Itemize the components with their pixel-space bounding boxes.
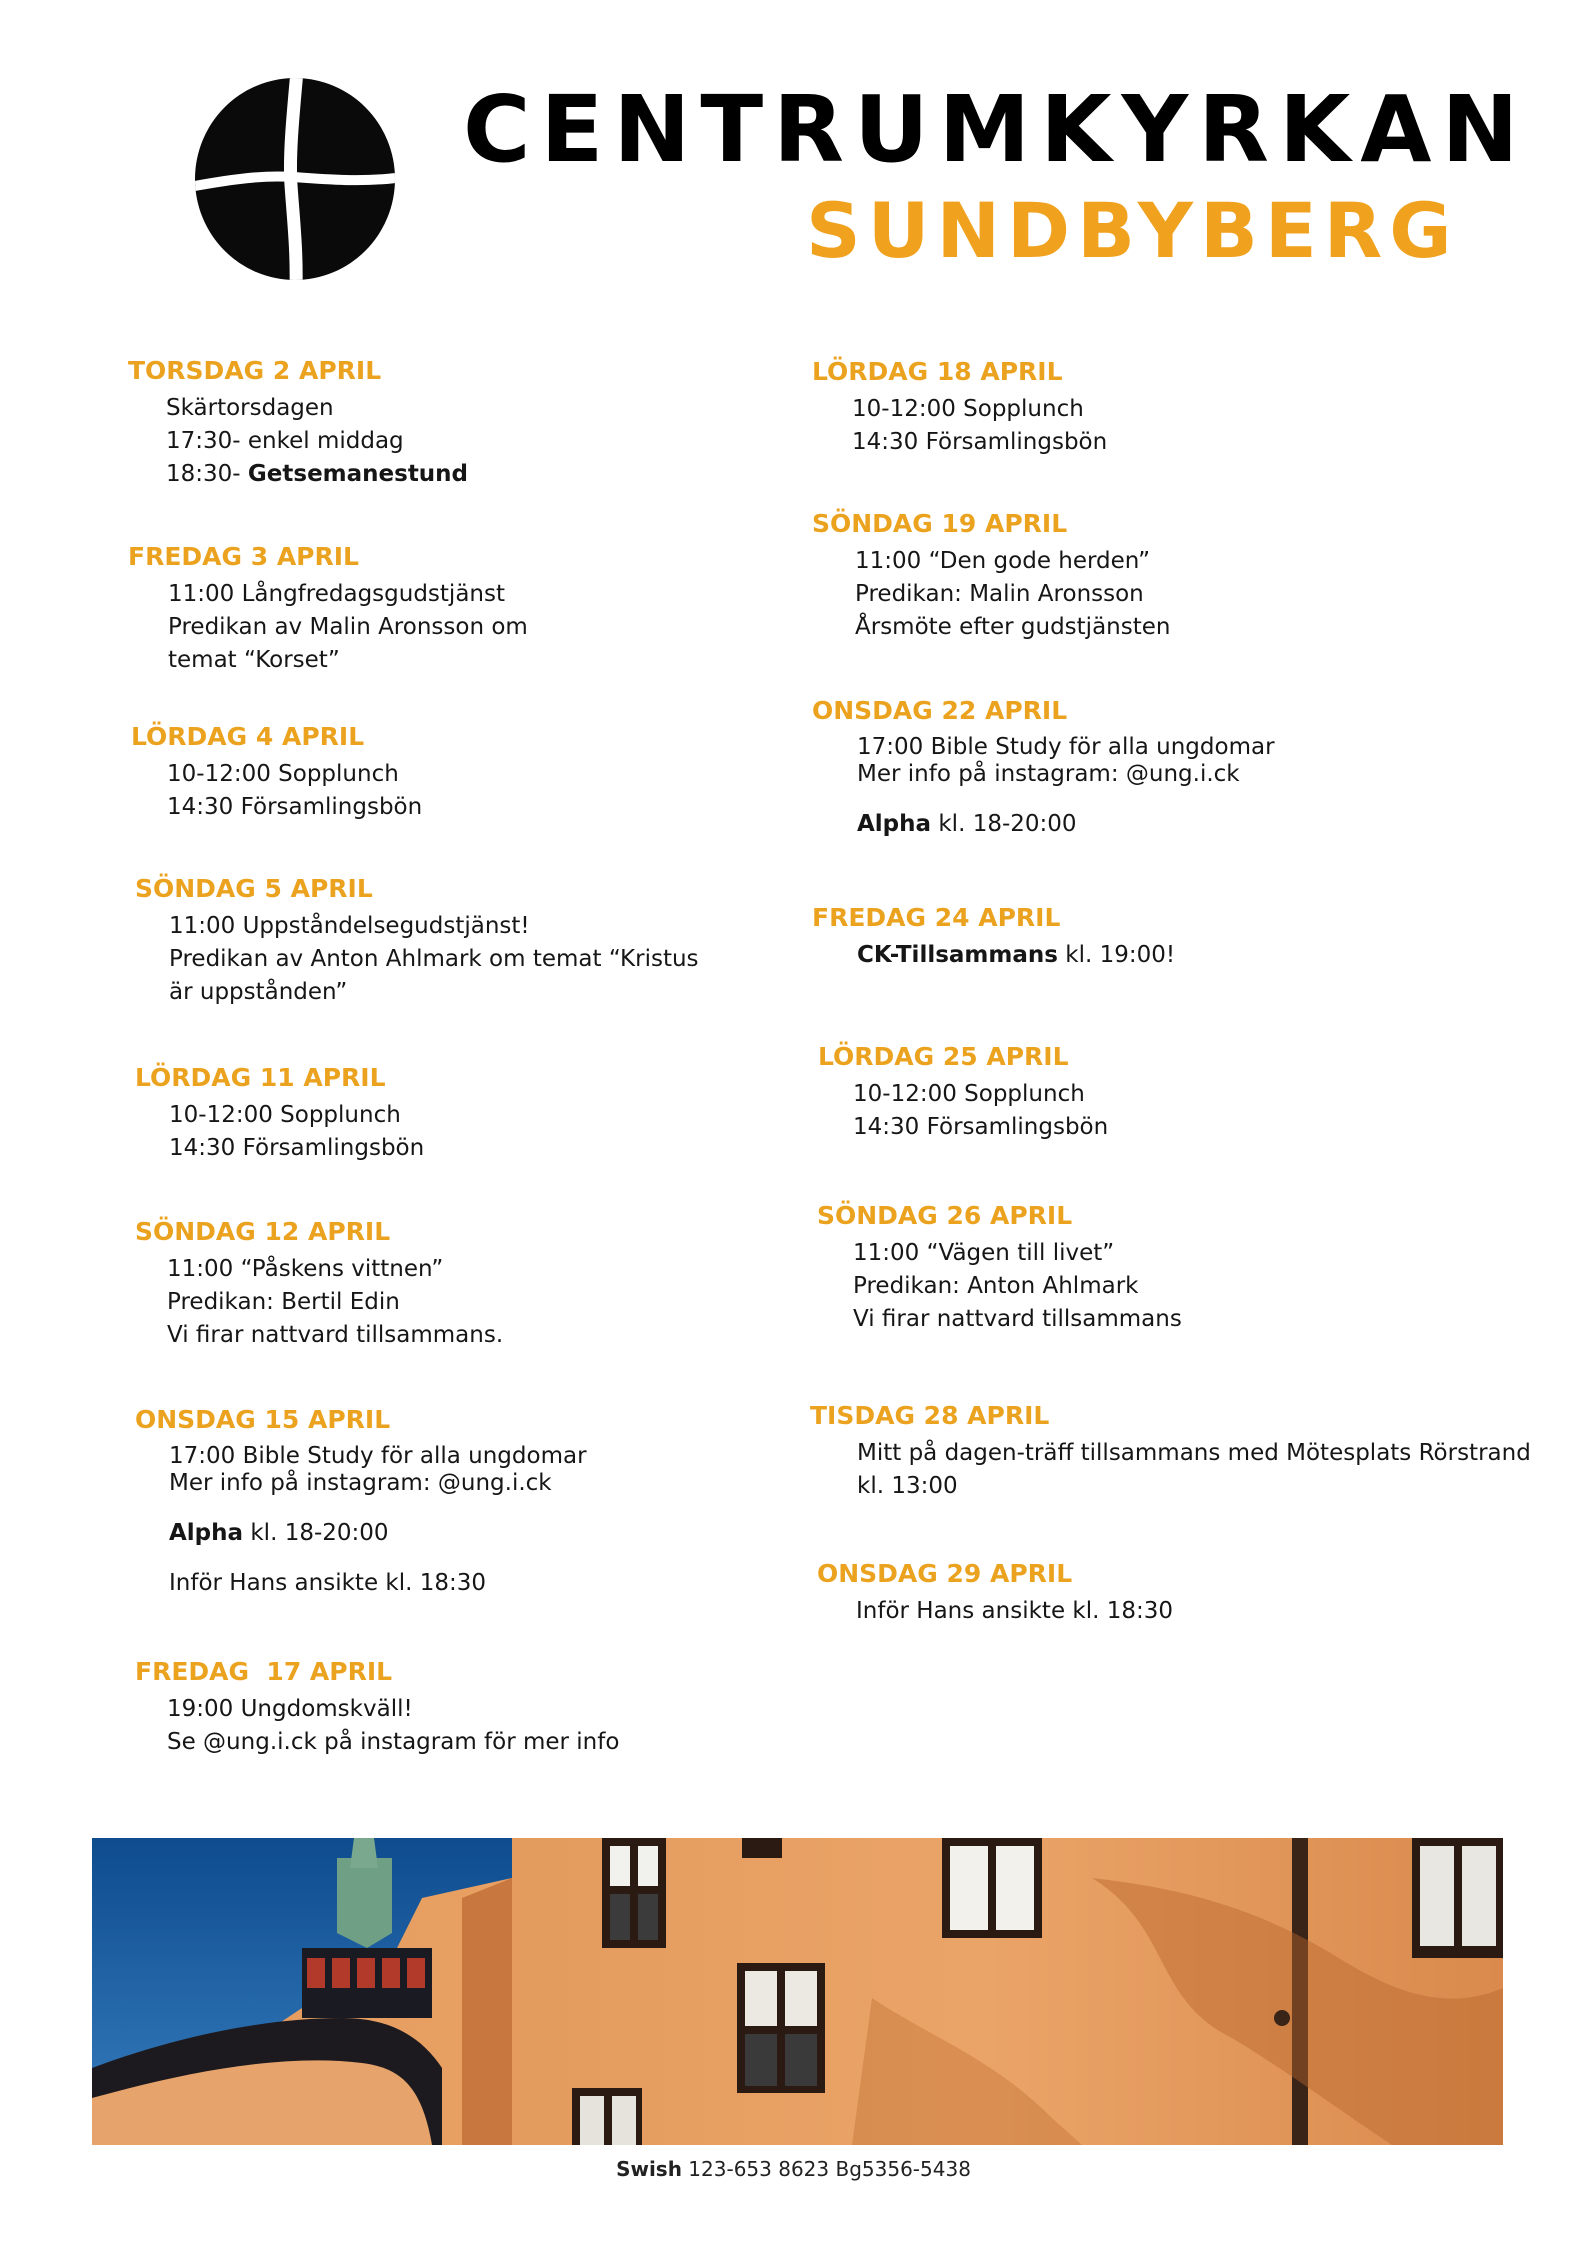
event-tisdag-28-april xyxy=(810,1395,1531,1503)
event-onsdag-22-april xyxy=(812,690,1512,841)
event-date-heading: ONSDAG 22 APRIL xyxy=(812,696,1068,725)
event-line: Predikan av Malin Aronsson om xyxy=(168,614,528,640)
event-line: temat “Korset” xyxy=(168,647,340,673)
event-line: Inför Hans ansikte kl. 18:30 xyxy=(856,1598,1174,1624)
event-fredag-17-april xyxy=(135,1651,835,1759)
event-date-heading: SÖNDAG 26 APRIL xyxy=(817,1201,1073,1230)
event-lordag-25-april xyxy=(818,1036,1518,1144)
event-line: Predikan: Anton Ahlmark xyxy=(853,1273,1139,1299)
event-sondag-19-april xyxy=(812,503,1512,644)
event-fredag-24-april xyxy=(812,897,1512,972)
event-onsdag-29-april xyxy=(817,1553,1517,1628)
event-line xyxy=(169,1517,835,1550)
event-sondag-12-april xyxy=(135,1211,835,1352)
event-line: Vi firar nattvard tillsammans xyxy=(853,1306,1182,1332)
event-date-heading: SÖNDAG 12 APRIL xyxy=(135,1217,391,1246)
event-line: Predikan av Anton Ahlmark om temat “Kristus xyxy=(169,946,699,972)
event-line: 17:00 Bible Study för alla ungdomar xyxy=(169,1443,587,1469)
event-date-heading: LÖRDAG 25 APRIL xyxy=(818,1042,1069,1071)
church-name-title: CENTRUMKYRKAN xyxy=(463,76,1529,183)
event-line: Skärtorsdagen xyxy=(166,395,334,421)
event-line: 14:30 Församlingsbön xyxy=(853,1114,1109,1140)
event-line: 14:30 Församlingsbön xyxy=(852,429,1108,455)
event-line: 10-12:00 Sopplunch xyxy=(167,761,399,787)
event-date-heading: LÖRDAG 18 APRIL xyxy=(812,357,1063,386)
event-date-heading: LÖRDAG 4 APRIL xyxy=(131,722,365,751)
event-line: 10-12:00 Sopplunch xyxy=(853,1081,1085,1107)
event-line-text: kl. 19:00! xyxy=(1057,942,1176,968)
event-line: 11:00 “Påskens vittnen” xyxy=(167,1256,444,1282)
event-line-text: kl. 18-20:00 xyxy=(931,811,1077,837)
event-date-heading: SÖNDAG 19 APRIL xyxy=(812,509,1068,538)
event-line-text: kl. 18-20:00 xyxy=(243,1520,389,1546)
event-lordag-18-april xyxy=(812,351,1512,459)
event-line-bold: Mer info på instagram: @ung.i.ck xyxy=(857,761,1240,787)
event-date-heading: TORSDAG 2 APRIL xyxy=(128,356,382,385)
event-line: 19:00 Ungdomskväll! xyxy=(167,1696,413,1722)
event-date-heading: SÖNDAG 5 APRIL xyxy=(135,874,373,903)
event-line-text: 18:30- xyxy=(166,461,248,487)
event-line-bold: Alpha xyxy=(857,811,932,837)
event-fredag-3-april xyxy=(128,536,828,677)
event-date-heading: FREDAG 17 APRIL xyxy=(135,1657,393,1686)
event-line-bold: Mer info på instagram: @ung.i.ck xyxy=(169,1470,552,1496)
event-lordag-11-april xyxy=(135,1057,835,1165)
event-line xyxy=(166,458,828,491)
event-line: 10-12:00 Sopplunch xyxy=(169,1102,401,1128)
event-line: Se @ung.i.ck på instagram för mer info xyxy=(167,1729,620,1755)
event-torsdag-2-april xyxy=(128,350,828,491)
event-line xyxy=(857,939,1512,972)
event-line: 11:00 Uppståndelsegudstjänst! xyxy=(169,913,530,939)
church-location-title: SUNDBYBERG xyxy=(806,186,1459,275)
event-line: 17:30- enkel middag xyxy=(166,428,404,454)
event-line-bold: Getsemanestund xyxy=(247,461,469,487)
event-line: är uppstånden” xyxy=(169,979,348,1005)
event-line: 11:00 “Vägen till livet” xyxy=(853,1240,1115,1266)
payment-footer xyxy=(0,2154,1587,2184)
event-line: 17:00 Bible Study för alla ungdomar xyxy=(857,734,1275,760)
event-line xyxy=(857,808,1512,841)
church-building-photo xyxy=(92,1838,1503,2145)
event-line: kl. 13:00 xyxy=(857,1473,958,1499)
event-lordag-4-april xyxy=(131,716,831,824)
event-line: 10-12:00 Sopplunch xyxy=(852,396,1084,422)
cross-in-circle-icon xyxy=(193,75,397,283)
payment-details: 123-653 8623 Bg5356-5438 xyxy=(681,2157,971,2181)
event-date-heading: TISDAG 28 APRIL xyxy=(810,1401,1050,1430)
event-line: Vi firar nattvard tillsammans. xyxy=(167,1322,504,1348)
event-line: Inför Hans ansikte kl. 18:30 xyxy=(169,1570,487,1596)
event-line: 14:30 Församlingsbön xyxy=(167,794,423,820)
event-date-heading: ONSDAG 15 APRIL xyxy=(135,1405,391,1434)
event-line: 11:00 “Den gode herden” xyxy=(855,548,1151,574)
event-line: Årsmöte efter gudstjänsten xyxy=(855,614,1171,640)
event-line-bold: Alpha xyxy=(169,1520,244,1546)
event-sondag-5-april xyxy=(135,868,835,1009)
event-line: 11:00 Långfredagsgudstjänst xyxy=(168,581,505,607)
event-date-heading: ONSDAG 29 APRIL xyxy=(817,1559,1073,1588)
event-line: Predikan: Bertil Edin xyxy=(167,1289,400,1315)
event-date-heading: FREDAG 24 APRIL xyxy=(812,903,1061,932)
event-line: Mitt på dagen-träff tillsammans med Mötesplats Rörstrand xyxy=(857,1440,1531,1466)
event-line: Predikan: Malin Aronsson xyxy=(855,581,1144,607)
event-date-heading: LÖRDAG 11 APRIL xyxy=(135,1063,386,1092)
event-line: 14:30 Församlingsbön xyxy=(169,1135,425,1161)
swish-label: Swish xyxy=(616,2157,682,2181)
event-date-heading: FREDAG 3 APRIL xyxy=(128,542,359,571)
event-sondag-26-april xyxy=(817,1195,1517,1336)
event-onsdag-15-april xyxy=(135,1399,835,1600)
event-line-bold: CK-Tillsammans xyxy=(857,942,1058,968)
